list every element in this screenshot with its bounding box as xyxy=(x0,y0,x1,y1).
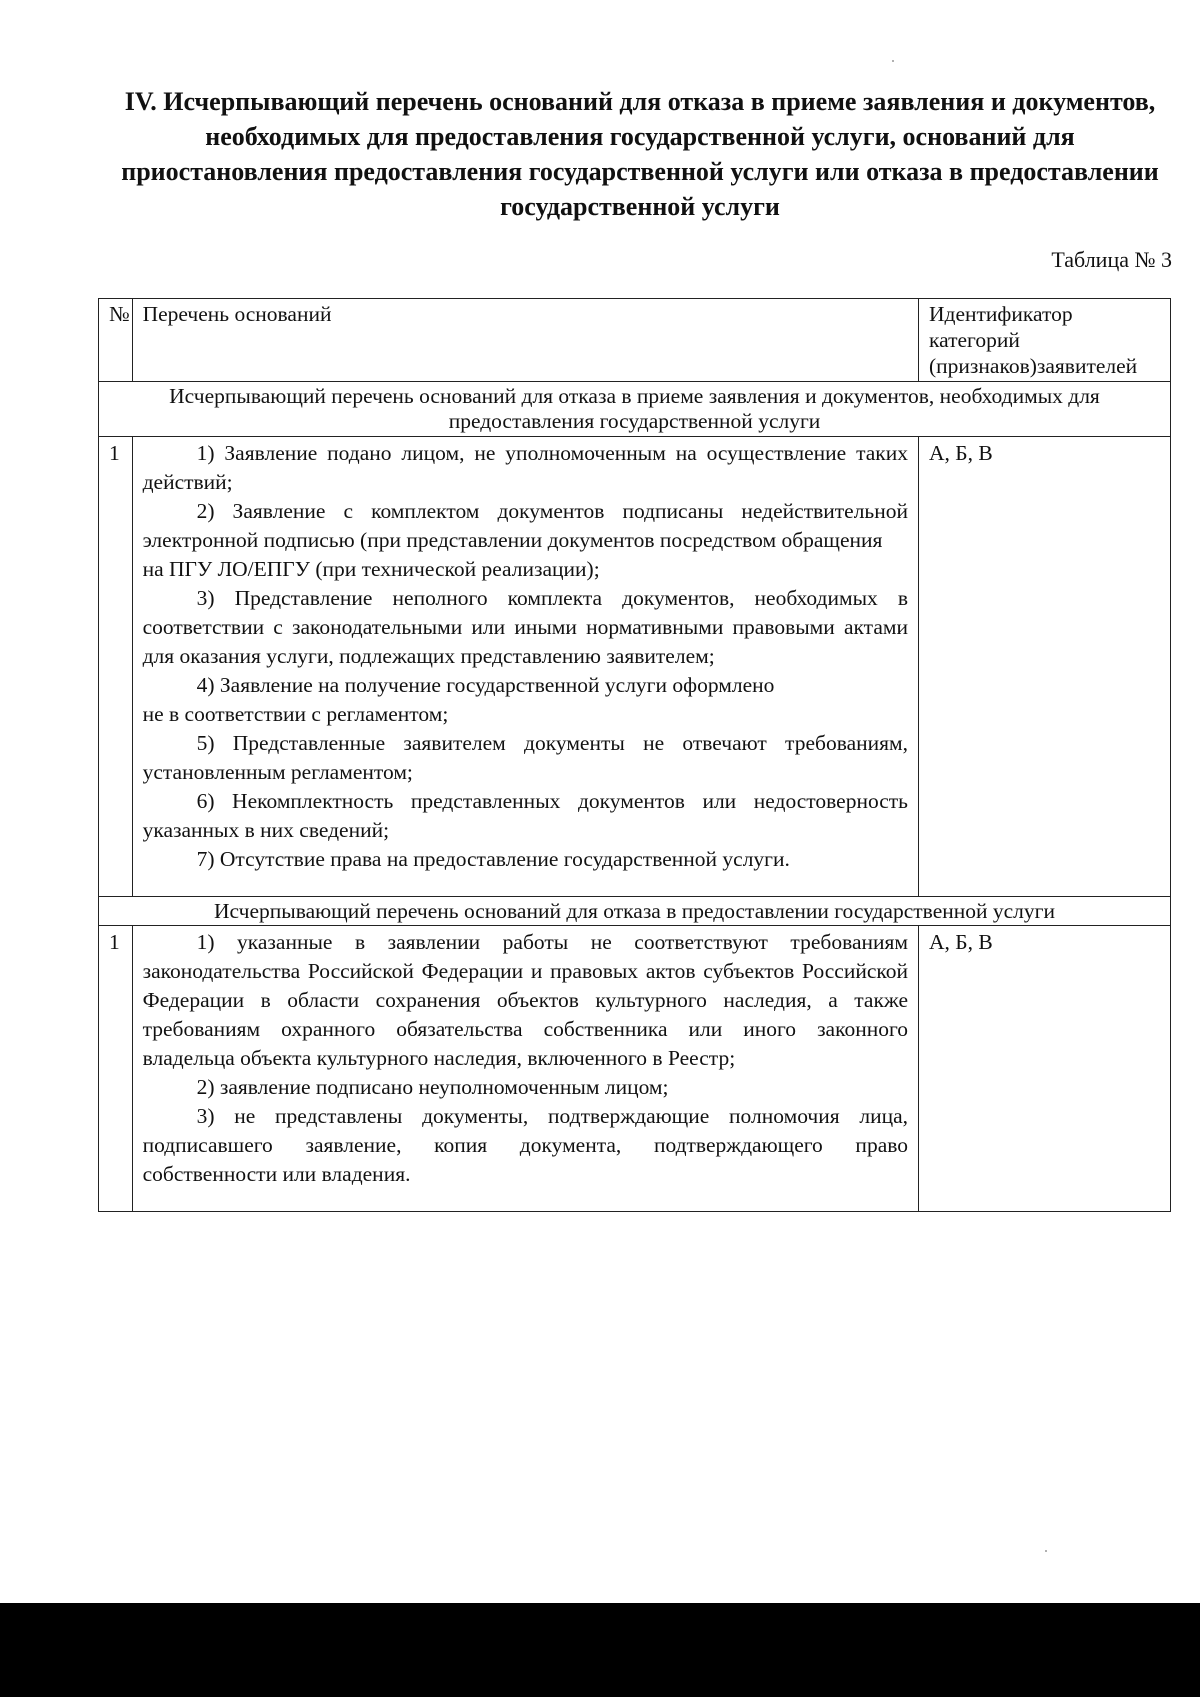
header-identifier-line2: категорий xyxy=(929,328,1020,352)
row-num: 1 xyxy=(99,926,133,1212)
header-identifier-line3: (признаков)заявителей xyxy=(929,354,1138,378)
table-header-row xyxy=(99,299,1171,382)
list-item: 4) Заявление на получение государственной услуги оформлено xyxy=(196,673,775,697)
header-identifier xyxy=(919,299,1171,382)
grounds-list xyxy=(132,926,918,1212)
applicant-categories: А, Б, В xyxy=(919,437,1171,897)
row-num: 1 xyxy=(99,437,133,897)
list-item: 5) Представленные заявителем документы не отвечают требованиям, установленным регламентом; xyxy=(142,731,908,784)
list-item: 6) Некомплектность представленных документов или недостоверность указанных в них сведений; xyxy=(142,789,908,842)
section-1-title: Исчерпывающий перечень оснований для отказа в приеме заявления и документов, необходимых для предоставления государственной услуги xyxy=(99,382,1171,437)
table-label: Таблица № 3 xyxy=(1051,247,1172,272)
document-title: IV. Исчерпывающий перечень оснований для отказа в приеме заявления и документов, необходимых для предоставления государственной услуги, оснований для приостановления предоставления государственной услуги или отказа в предоставлении государственной услуги xyxy=(121,87,1159,221)
scan-border xyxy=(0,1603,1200,1697)
scan-speck xyxy=(1045,1550,1047,1552)
header-num: № xyxy=(99,299,133,382)
section-2-title: Исчерпывающий перечень оснований для отказа в предоставлении государственной услуги xyxy=(99,897,1171,926)
grounds-list xyxy=(132,437,918,897)
section-2-heading-row xyxy=(99,897,1171,926)
header-identifier-line1: Идентификатор xyxy=(929,302,1073,326)
list-item: на ПГУ ЛО/ЕПГУ (при технической реализации); xyxy=(142,557,600,581)
scan-speck xyxy=(892,60,894,62)
list-item: 3) не представлены документы, подтверждающие полномочия лица, подписавшего заявление, копия документа, подтверждающего право собственности или владения. xyxy=(142,1104,908,1186)
list-item: 1) указанные в заявлении работы не соответствуют требованиям законодательства Российской Федерации и правовых актов субъектов Российской Федерации в области сохранения объектов культурного наследия, а также требованиям охранного обязательства собственника или иного законного владельца объекта культурного наследия, включенного в Реестр; xyxy=(142,930,908,1070)
list-item: 2) заявление подписано неуполномоченным лицом; xyxy=(196,1075,669,1099)
list-item: 1) Заявление подано лицом, не уполномоченным на осуществление таких действий; xyxy=(142,441,908,494)
list-item: 3) Представление неполного комплекта документов, необходимых в соответствии с законодательными или иными нормативными правовыми актами для оказания услуги, подлежащих представлению заявителем; xyxy=(142,586,908,668)
applicant-categories: А, Б, В xyxy=(919,926,1171,1212)
section-2-row xyxy=(99,926,1171,1212)
section-1-heading-row xyxy=(99,382,1171,437)
list-item: 2) Заявление с комплектом документов подписаны недействительной электронной подписью (при представлении документов посредством обращения xyxy=(142,499,908,552)
grounds-table xyxy=(98,298,1171,1212)
header-list: Перечень оснований xyxy=(132,299,918,382)
section-1-row xyxy=(99,437,1171,897)
list-item: не в соответствии с регламентом; xyxy=(142,702,449,726)
list-item: 7) Отсутствие права на предоставление государственной услуги. xyxy=(196,847,790,871)
